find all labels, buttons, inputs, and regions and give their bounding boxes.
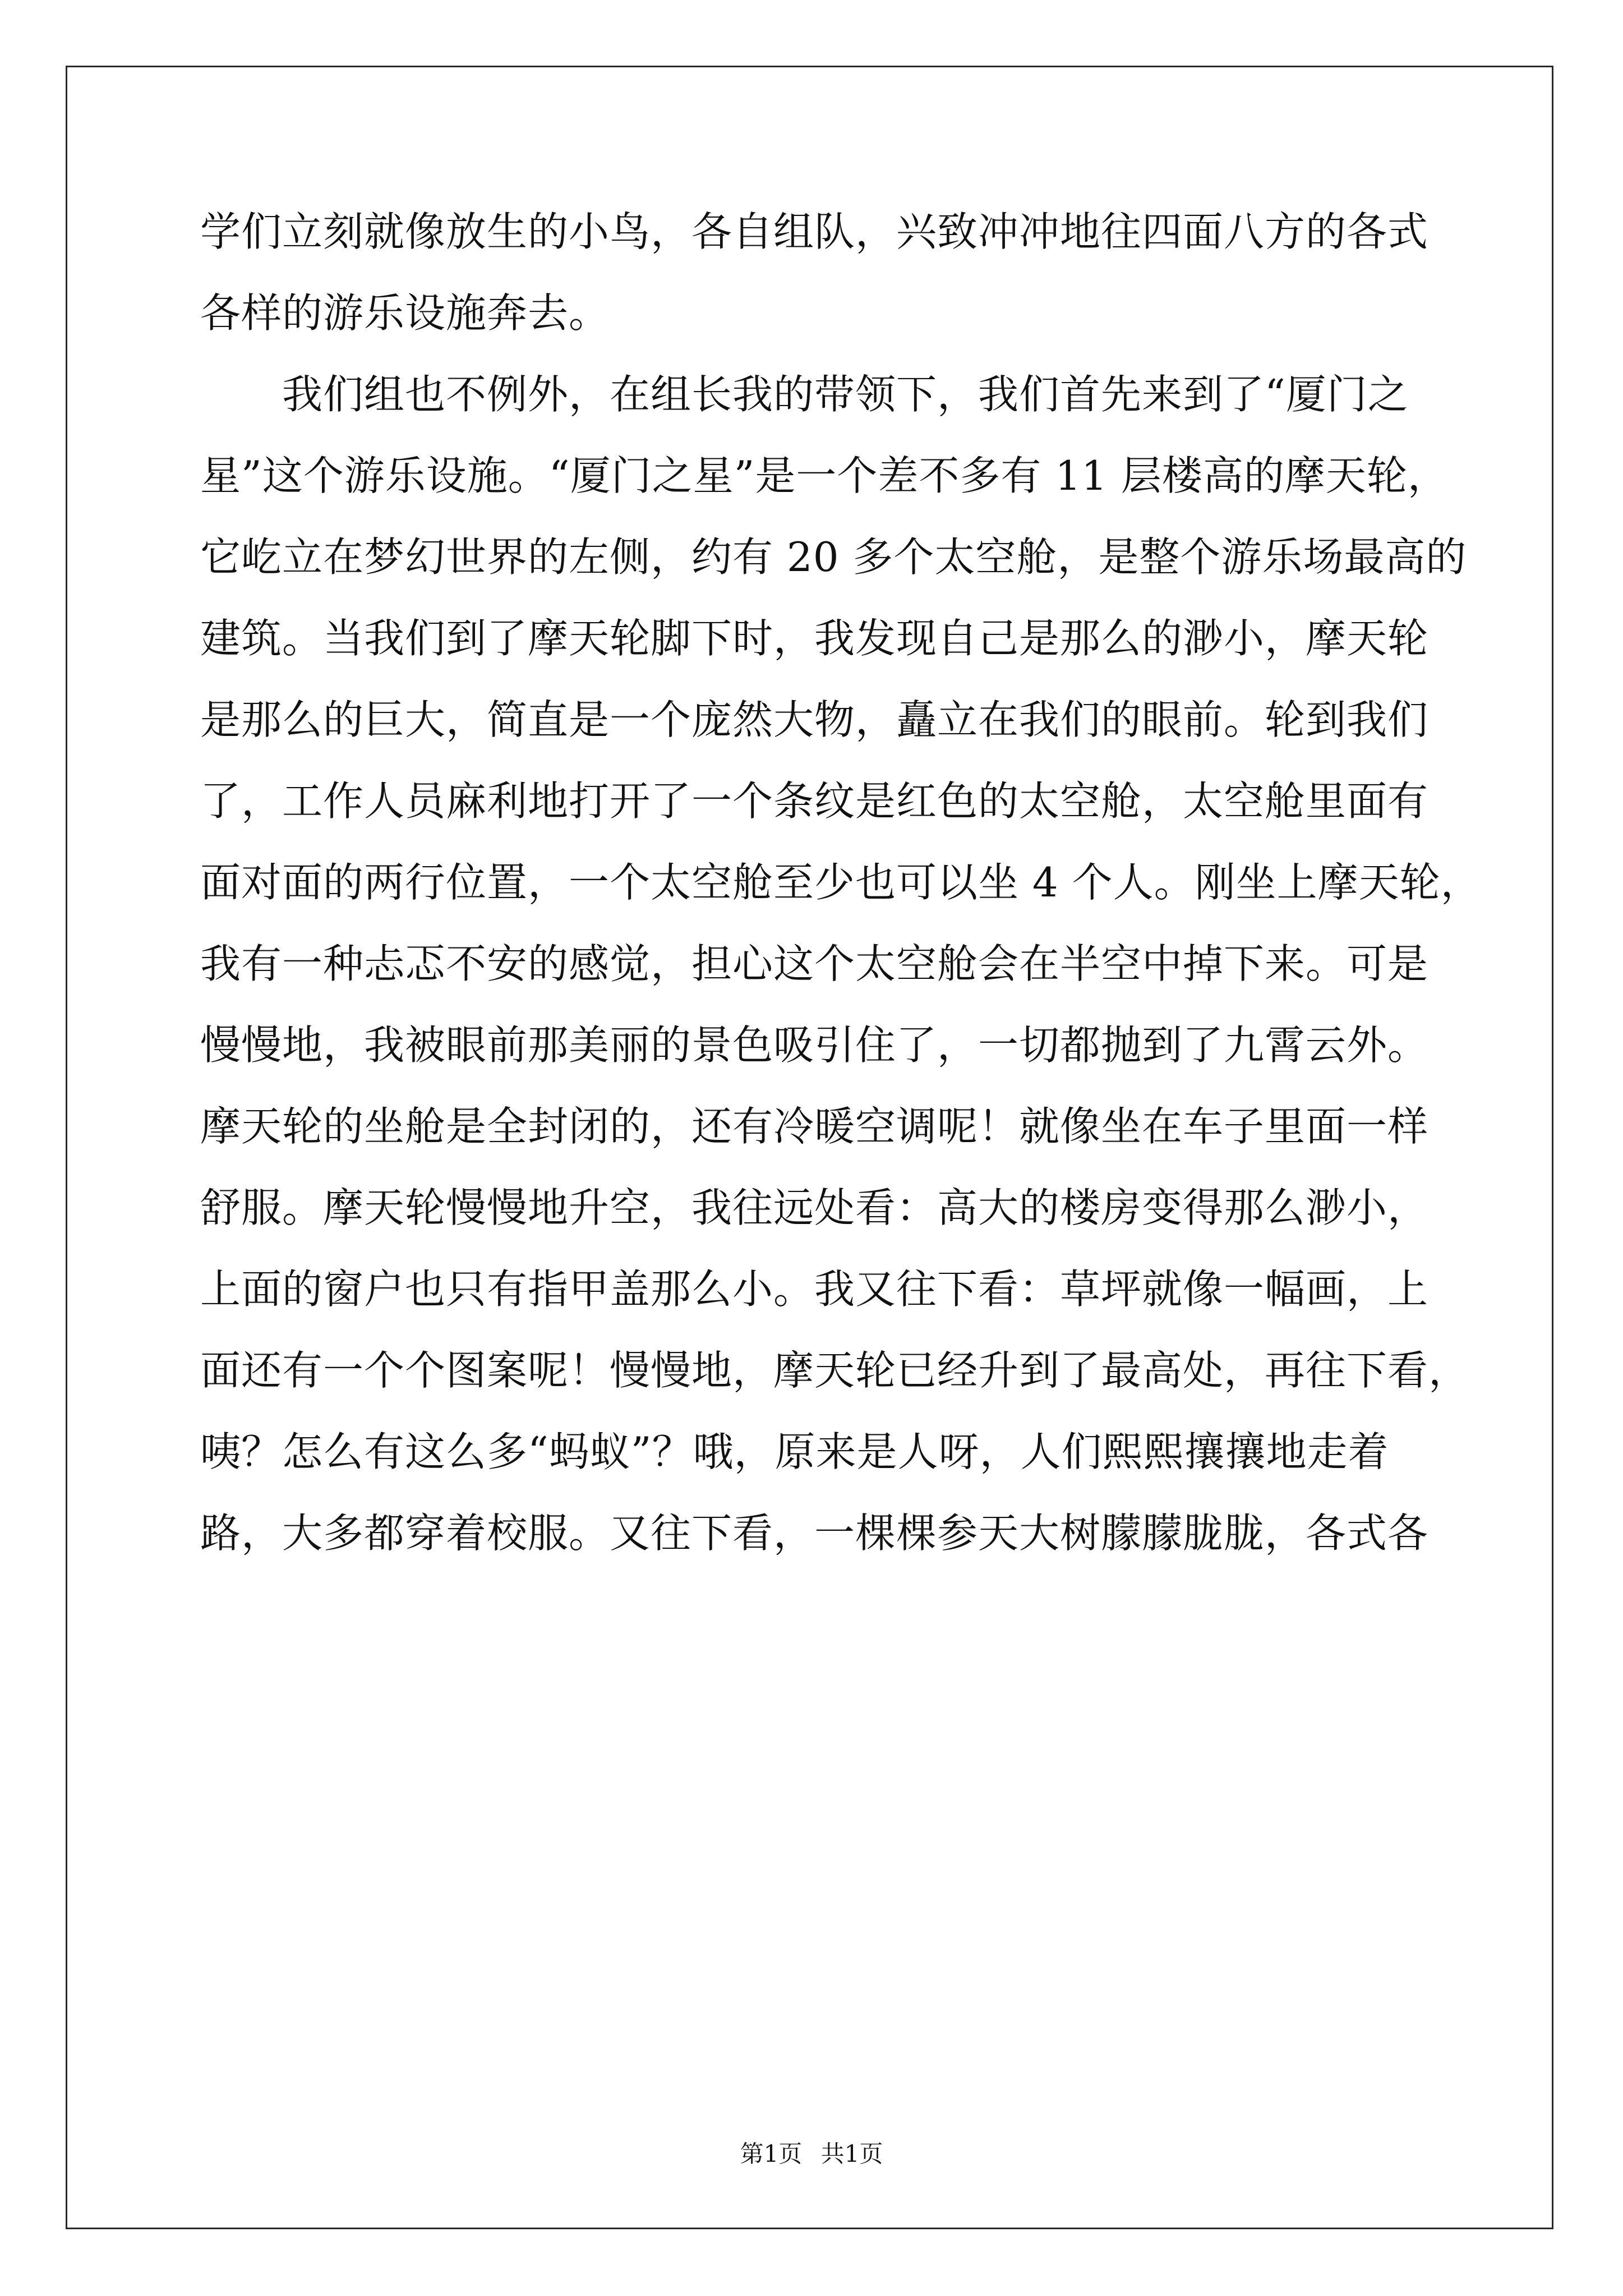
text-line: 上面的窗户也只有指甲盖那么小。我又往下看：草坪就像一幅画，上 — [200, 1266, 1429, 1313]
text-line: 摩天轮的坐舱是全封闭的，还有冷暖空调呢！就像坐在车子里面一样 — [200, 1103, 1429, 1150]
text-line: 建筑。当我们到了摩天轮脚下时，我发现自己是那么的渺小，摩天轮 — [200, 615, 1429, 662]
text-line: 路，大多都穿着校服。又往下看，一棵棵参天大树朦朦胧胧，各式各 — [200, 1510, 1429, 1557]
text-line: 慢慢地，我被眼前那美丽的景色吸引住了，一切都抛到了九霄云外。 — [200, 1022, 1429, 1069]
body-text — [200, 208, 1482, 1557]
page-number: 第1页 — [740, 2140, 803, 2168]
text-line: 咦？怎么有这么多“蚂蚁”？哦，原来是人呀，人们熙熙攘攘地走着 — [200, 1428, 1389, 1475]
text-line: 面还有一个个图案呢！慢慢地，摩天轮已经升到了最高处，再往下看， — [200, 1347, 1470, 1394]
text-line: 星”这个游乐设施。“厦门之星”是一个差不多有 11 层楼高的摩天轮， — [200, 452, 1449, 499]
text-line: 各样的游乐设施奔去。 — [200, 289, 610, 337]
text-line: 面对面的两行位置，一个太空舱至少也可以坐 4 个人。刚坐上摩天轮， — [200, 859, 1482, 906]
page-footer — [0, 2140, 1623, 2168]
text-line: 它屹立在梦幻世界的左侧，约有 20 多个太空舱，是整个游乐场最高的 — [200, 533, 1467, 581]
text-line: 是那么的巨大，简直是一个庞然大物，矗立在我们的眼前。轮到我们 — [200, 696, 1429, 743]
text-line: 学们立刻就像放生的小鸟，各自组队，兴致冲冲地往四面八方的各式 — [200, 208, 1429, 255]
page-total: 共1页 — [820, 2140, 883, 2168]
text-line: 舒服。摩天轮慢慢地升空，我往远处看：高大的楼房变得那么渺小， — [200, 1184, 1429, 1231]
text-line: 我们组也不例外，在组长我的带领下，我们首先来到了“厦门之 — [200, 371, 1409, 418]
text-line: 我有一种忐忑不安的感觉，担心这个太空舱会在半空中掉下来。可是 — [200, 940, 1429, 987]
text-line: 了，工作人员麻利地打开了一个条纹是红色的太空舱，太空舱里面有 — [200, 777, 1429, 825]
